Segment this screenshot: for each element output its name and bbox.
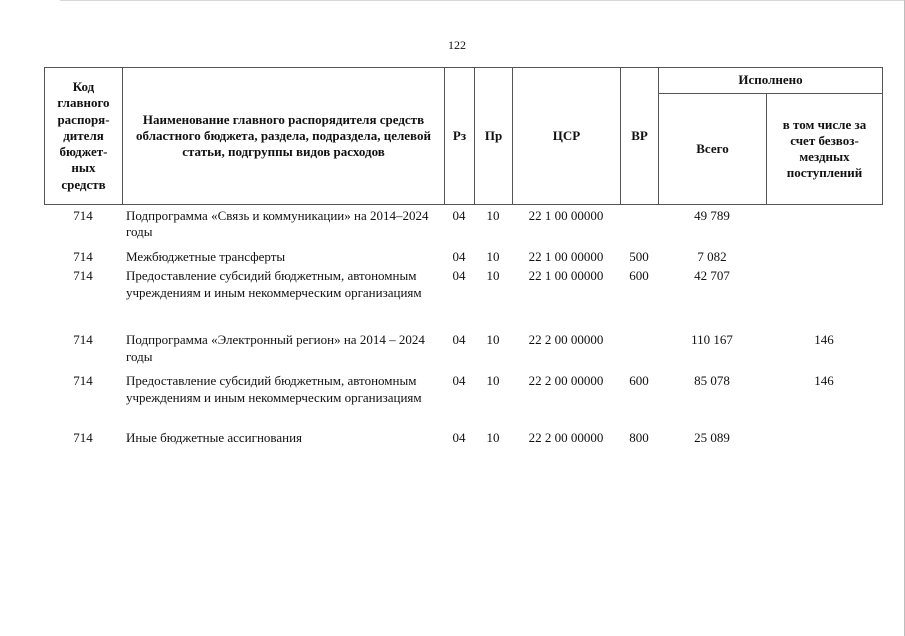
table-row (44, 370, 882, 427)
header-gratuitous: в том числе за счет безвоз-мездных поступлений (767, 94, 883, 205)
table-row (44, 427, 882, 446)
cell-total: 49 789 (694, 208, 730, 223)
cell-rz: 04 (452, 208, 466, 223)
cell-total: 110 167 (691, 332, 733, 348)
table-row (44, 322, 882, 370)
cell-gratuitous: 146 (814, 373, 834, 389)
cell-rz: 04 (452, 332, 466, 348)
header-pr: Пр (475, 68, 513, 205)
table-header (44, 67, 883, 205)
cell-pr: 10 (486, 249, 500, 264)
cell-pr: 10 (486, 332, 500, 348)
cell-code: 714 (73, 249, 93, 264)
cell-vr: 600 (629, 268, 649, 284)
cell-total: 85 078 (694, 373, 730, 389)
header-name: Наименование главного распорядителя средств областного бюджета, раздела, подраздела, целевой статьи, подгруппы видов расходов (123, 68, 445, 205)
cell-gratuitous (766, 265, 882, 322)
header-total: Всего (659, 94, 767, 205)
cell-csr: 22 2 00 00000 (528, 430, 604, 446)
table-row (44, 265, 882, 322)
page-number: 122 (448, 38, 466, 52)
header-csr: ЦСР (513, 68, 621, 205)
cell-csr: 22 1 00 00000 (528, 268, 604, 284)
cell-code: 714 (73, 268, 93, 284)
table-row (44, 246, 882, 265)
table-row (44, 205, 882, 246)
header-rz: Рз (445, 68, 475, 205)
cell-name: Предоставление субсидий бюджетным, автономным учреждениям и иным некоммерческим организациям (126, 373, 422, 405)
cell-vr (620, 205, 658, 246)
cell-pr: 10 (486, 430, 500, 446)
cell-pr: 10 (486, 268, 500, 284)
scan-edge-top (60, 0, 905, 1)
cell-gratuitous (766, 427, 882, 446)
cell-total: 25 089 (694, 430, 730, 446)
cell-gratuitous (766, 246, 882, 265)
header-vr: ВР (621, 68, 659, 205)
cell-vr (620, 322, 658, 370)
cell-rz: 04 (452, 249, 466, 264)
cell-pr: 10 (486, 208, 500, 223)
cell-total: 7 082 (697, 249, 727, 264)
cell-csr: 22 2 00 00000 (528, 373, 604, 389)
header-executed: Исполнено (659, 68, 883, 94)
budget-table (44, 205, 882, 447)
cell-csr: 22 2 00 00000 (528, 332, 604, 348)
cell-vr: 500 (629, 249, 649, 264)
cell-name: Подпрограмма «Электронный регион» на 2014 – 2024 годы (126, 332, 425, 364)
cell-gratuitous: 146 (814, 332, 834, 348)
cell-vr: 600 (629, 373, 649, 389)
cell-name: Иные бюджетные ассигнования (126, 430, 303, 446)
cell-gratuitous (766, 205, 882, 246)
cell-code: 714 (73, 430, 93, 446)
cell-csr: 22 1 00 00000 (528, 208, 604, 223)
cell-total: 42 707 (694, 268, 730, 284)
header-code: Код главного распоря-дителя бюджет-ных средств (45, 68, 123, 205)
cell-code: 714 (73, 332, 93, 348)
cell-name: Предоставление субсидий бюджетным, автономным учреждениям и иным некоммерческим организациям (126, 268, 422, 300)
cell-name: Подпрограмма «Связь и коммуникации» на 2014–2024 годы (126, 208, 429, 240)
cell-name: Межбюджетные трансферты (126, 249, 286, 264)
cell-rz: 04 (452, 373, 466, 389)
cell-csr: 22 1 00 00000 (528, 249, 604, 264)
cell-rz: 04 (452, 268, 466, 284)
cell-code: 714 (73, 208, 93, 223)
cell-vr: 800 (629, 430, 649, 446)
cell-code: 714 (73, 373, 93, 389)
cell-rz: 04 (452, 430, 466, 446)
cell-pr: 10 (486, 373, 500, 389)
